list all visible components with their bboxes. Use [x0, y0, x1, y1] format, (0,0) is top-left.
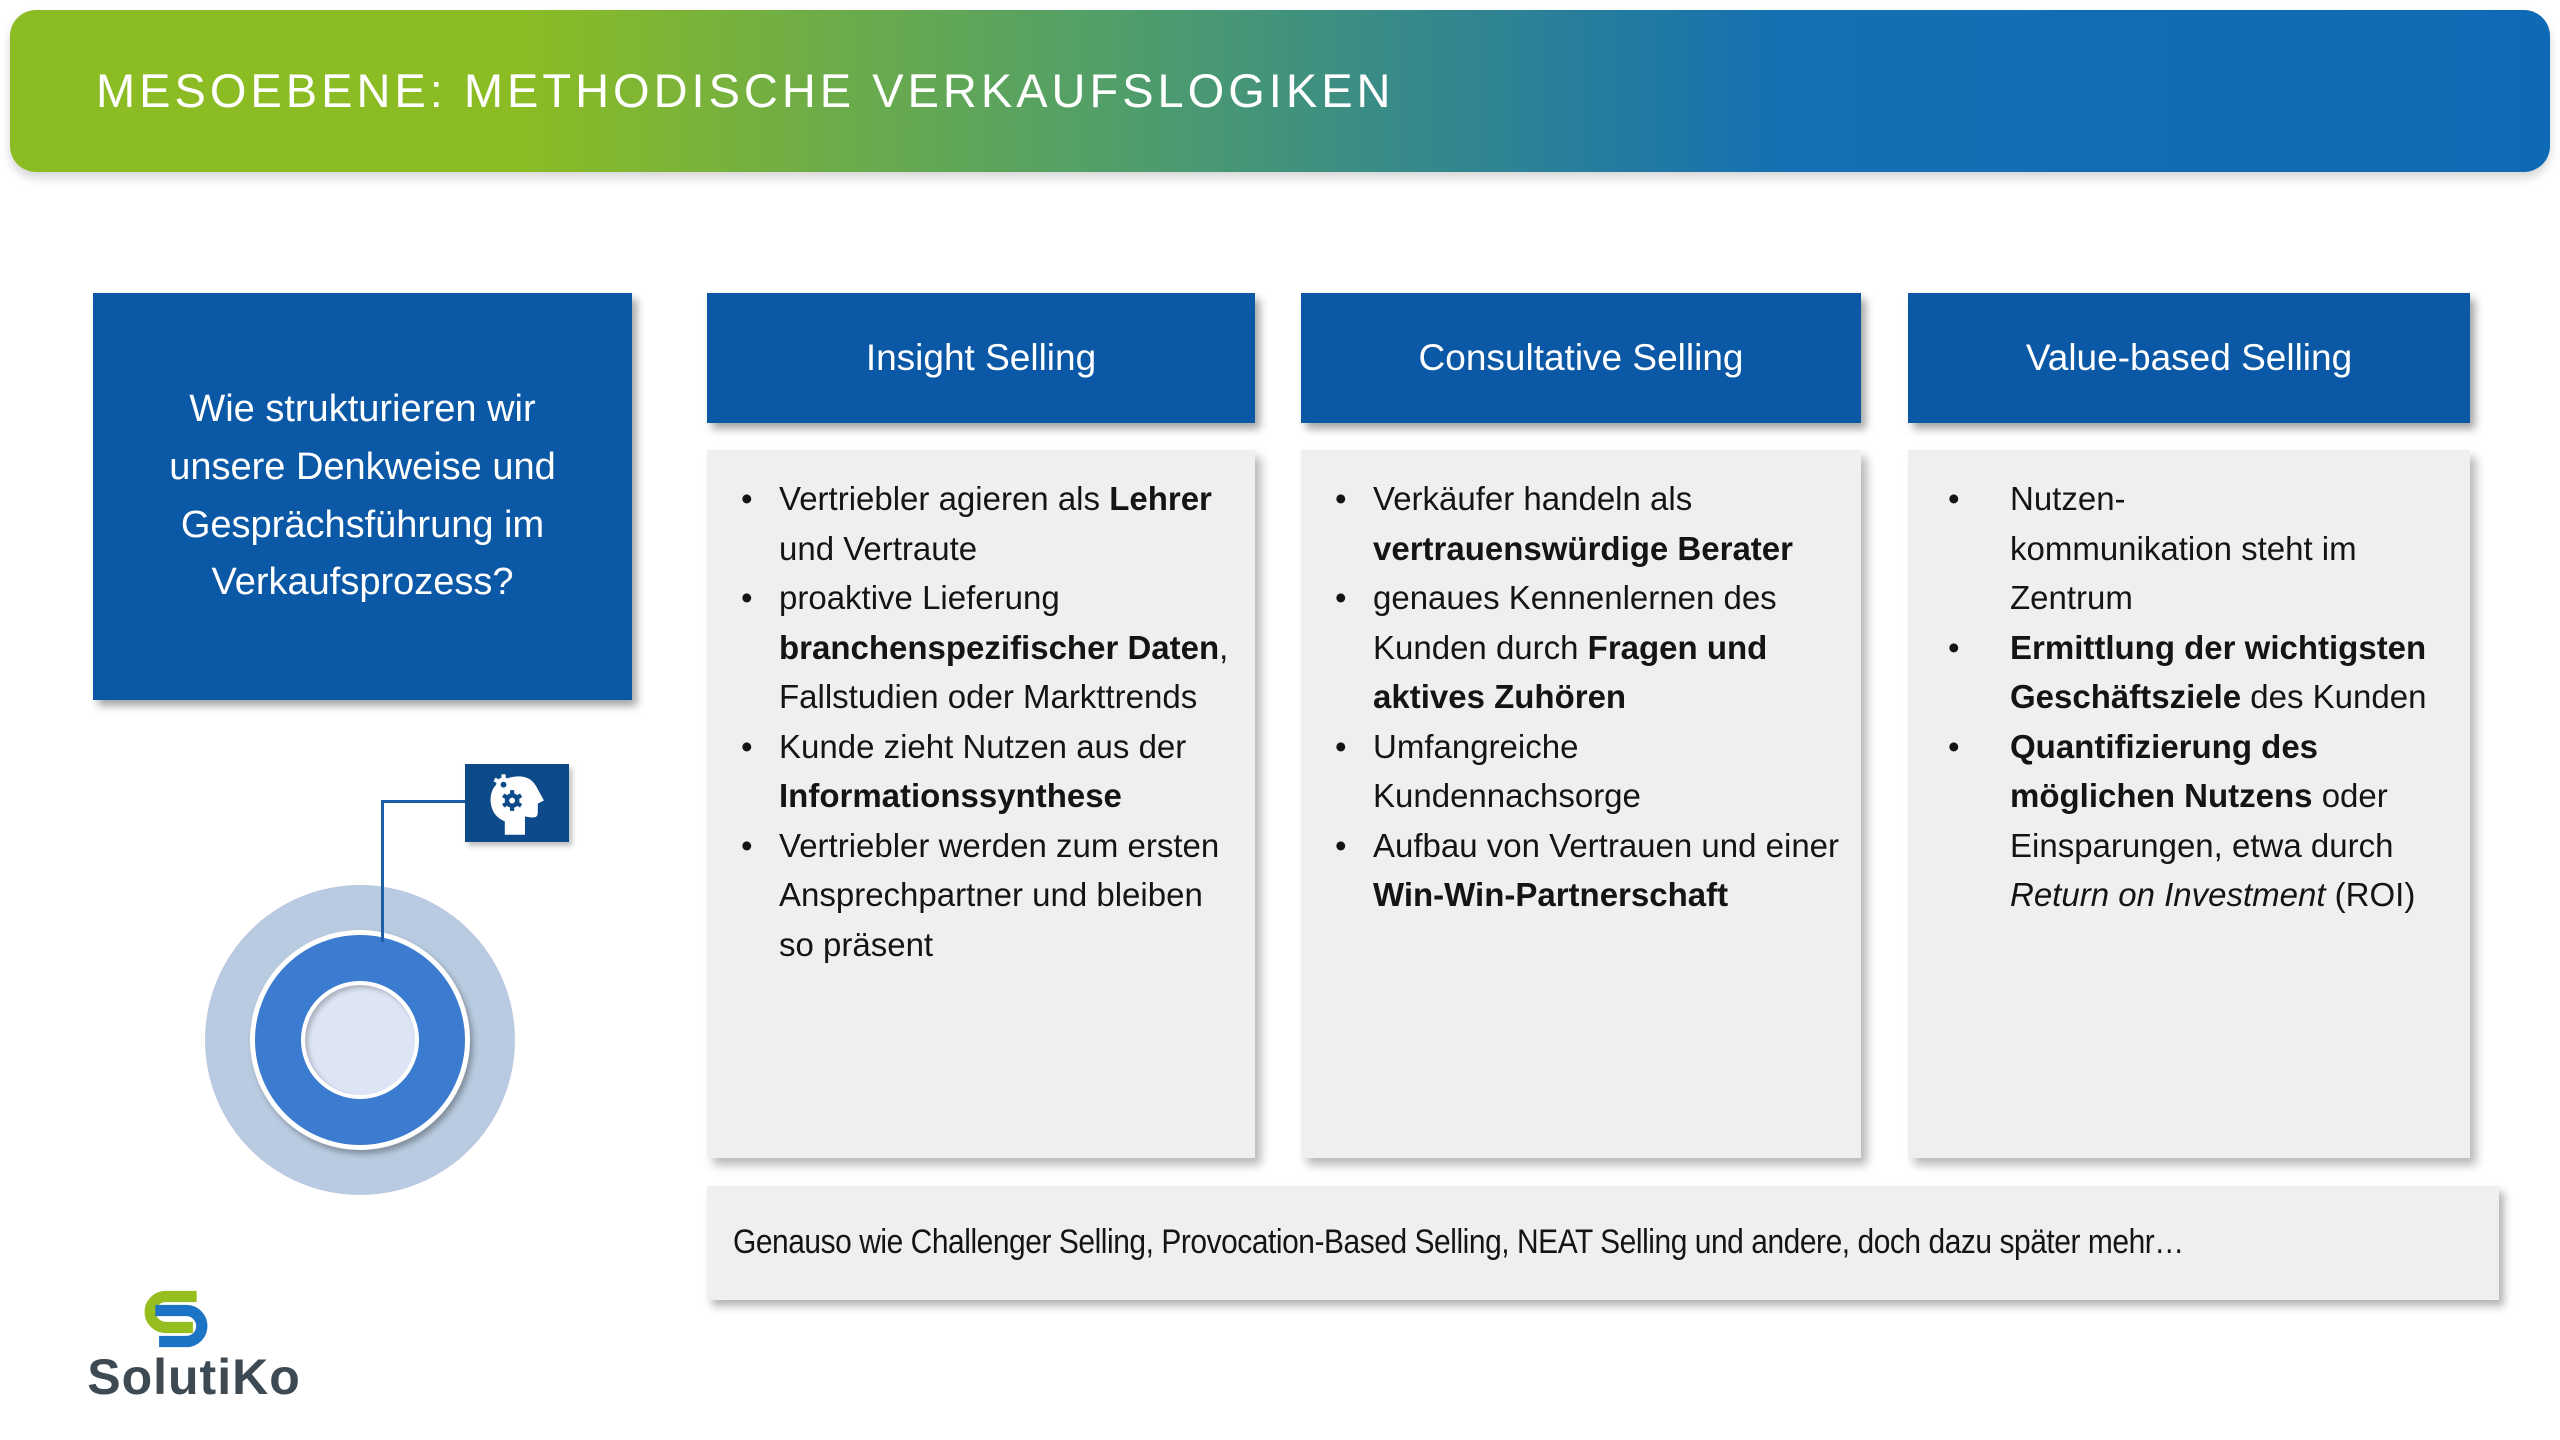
question-box	[93, 293, 632, 700]
bullet-text-segment: proaktive Lieferung	[779, 579, 1060, 616]
bullet-text-segment: kommunikation steht im Zentrum	[2010, 529, 2357, 616]
footnote-bar	[707, 1186, 2499, 1300]
bullet-text-segment: Return on Investment	[2010, 876, 2326, 913]
slide-title: MESOEBENE: METHODISCHE VERKAUFSLOGIKEN	[96, 64, 1395, 117]
bullet-text-segment: Ermittlung der wichtigsten Geschäftsziele	[2010, 628, 2427, 715]
callout-connector-horizontal	[381, 800, 465, 803]
title-bar	[10, 10, 2550, 172]
column-body-consultative-selling	[1301, 450, 1861, 1158]
logo-wordmark: SolutiKo	[87, 1349, 301, 1405]
solutiko-s-mark-icon	[136, 1288, 216, 1355]
footnote-text: Genauso wie Challenger Selling, Provocation-Based Selling, NEAT Selling und andere, doch dazu später mehr…	[733, 1223, 2184, 1262]
callout-connector-vertical	[381, 800, 384, 942]
bullet-text-segment: Vertriebler werden zum ersten Ansprechpartner und bleiben so präsent	[779, 826, 1220, 963]
donut-inner-circle	[301, 981, 419, 1099]
bullet-text-segment: Win-Win-Partnerschaft	[1373, 876, 1729, 913]
bullet-text-segment: (ROI)	[2325, 876, 2416, 913]
bullet-text-segment: Verkäufer handeln als	[1373, 480, 1693, 517]
bullet-item	[1315, 722, 1839, 821]
bullet-item	[1315, 821, 1839, 920]
column-insight-selling	[707, 293, 1255, 1158]
bullet-text-segment: , Fallstudien oder Markttrends	[779, 628, 1229, 715]
bullet-text-segment: des Kunden	[2241, 678, 2427, 715]
bullet-text-segment: Umfangreiche Kundennachsorge	[1373, 727, 1641, 814]
question-text: Wie strukturieren wir unsere Denkweise und Gesprächsführung im Verkaufsprozess?	[169, 388, 556, 604]
bullet-item	[1922, 722, 2448, 920]
column-value-based-selling	[1908, 293, 2470, 1158]
column-body-insight-selling	[707, 450, 1255, 1158]
bullet-text-segment: Aufbau von Vertrauen und einer	[1373, 826, 1840, 864]
bullet-text-segment: Lehrer	[1109, 480, 1212, 517]
bullet-list-consultative-selling	[1315, 474, 1839, 920]
bullet-item	[1315, 474, 1839, 573]
bullet-text-segment: Fragen und aktives Zuhören	[1373, 628, 1768, 715]
bullet-text-segment: Kunde zieht Nutzen aus der	[779, 727, 1187, 765]
bullet-text-segment: Vertriebler agieren als	[779, 480, 1110, 517]
bullet-item	[1922, 474, 2448, 623]
bullet-item	[721, 821, 1233, 970]
bullet-text-segment: genaues Kennenlernen des Kunden durch	[1373, 579, 1777, 666]
bullet-item	[1922, 623, 2448, 722]
column-body-value-based-selling	[1908, 450, 2470, 1158]
column-header-insight-selling: Insight Selling	[707, 293, 1255, 423]
bullet-list-insight-selling	[721, 474, 1233, 969]
column-consultative-selling	[1301, 293, 1861, 1158]
bullet-text-segment: vertrauenswürdige Berater	[1373, 529, 1793, 567]
bullet-item	[721, 573, 1233, 722]
bullet-text-segment: Nutzen-	[2010, 480, 2126, 517]
bullet-list-value-based-selling	[1922, 474, 2448, 920]
bullet-text-segment: Informationssynthese	[779, 777, 1122, 814]
bullet-text-segment: Quantifizierung des möglichen Nutzens	[2010, 727, 2319, 814]
bullet-item	[1315, 573, 1839, 722]
column-header-consultative-selling: Consultative Selling	[1301, 293, 1861, 423]
head-with-gears-icon	[465, 764, 569, 842]
bullet-text-segment: und Vertraute	[779, 529, 978, 567]
bullet-item	[721, 474, 1233, 573]
column-header-value-based-selling: Value-based Selling	[1908, 293, 2470, 423]
bullet-item	[721, 722, 1233, 821]
bullet-text-segment: oder Einsparungen, etwa durch	[2010, 777, 2394, 864]
bullet-text-segment: branchenspezifischer Daten	[779, 628, 1220, 666]
